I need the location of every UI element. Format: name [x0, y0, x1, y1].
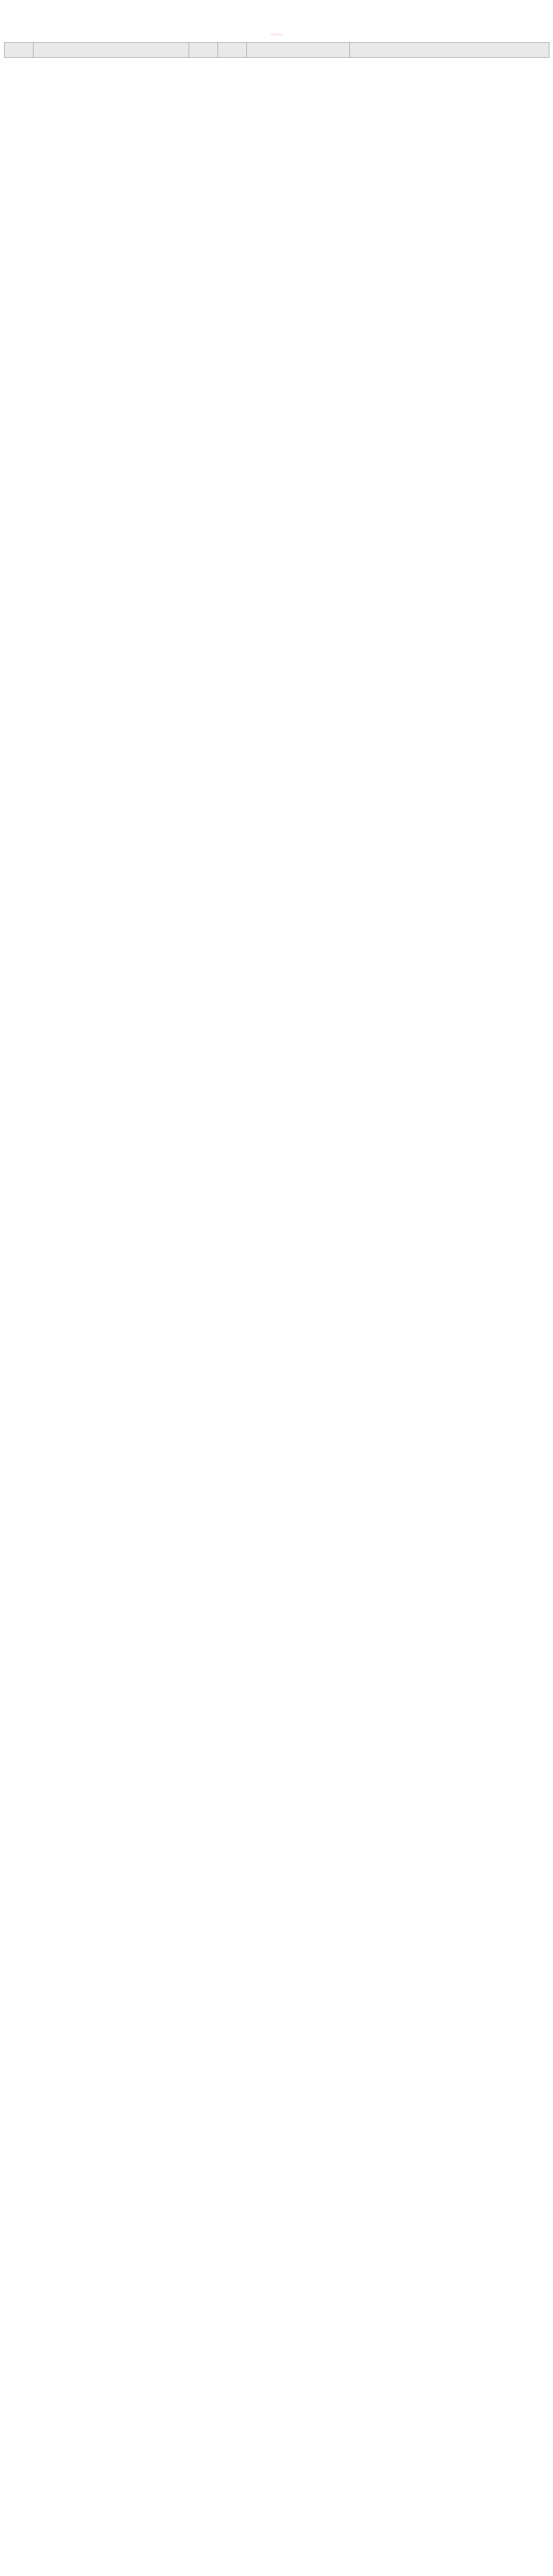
page-title: [0, 0, 553, 27]
header-school: [33, 43, 189, 58]
table-header-row: [5, 43, 549, 58]
source-notice: [0, 27, 553, 42]
header-province: [189, 43, 218, 58]
header-nature: [218, 43, 247, 58]
header-category: [5, 43, 33, 58]
header-major: [247, 43, 350, 58]
header-remark: [350, 43, 549, 58]
source-notice-text: [271, 33, 283, 36]
program-table: [4, 42, 549, 58]
